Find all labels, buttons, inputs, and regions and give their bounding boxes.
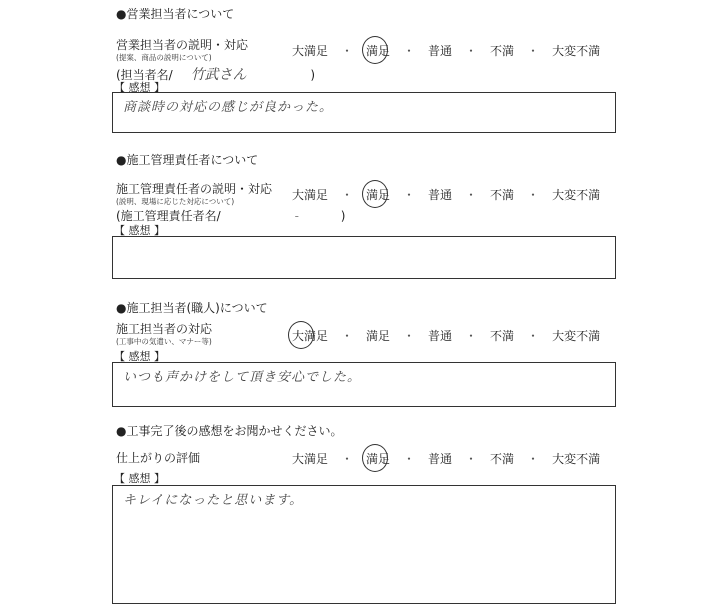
separator-dot: ・ [341, 188, 354, 202]
paren-close: ) [310, 68, 316, 82]
question-label: 仕上がりの評価 [116, 451, 201, 465]
separator-dot: ・ [465, 44, 478, 58]
rating-option[interactable]: 不満 [490, 452, 515, 466]
staff-name-value: 竹武さん [190, 67, 247, 83]
section-heading-construction-manager: ●施工管理責任者について [116, 153, 259, 167]
comment-label: 【 感想 】 [114, 224, 165, 237]
question-label: 営業担当者の説明・対応 [116, 38, 249, 52]
rating-group[interactable] [292, 327, 600, 344]
separator-dot: ・ [403, 188, 416, 202]
separator-dot: ・ [527, 329, 540, 343]
separator-dot: ・ [527, 44, 540, 58]
separator-dot: ・ [341, 452, 354, 466]
rating-option[interactable]: 大変不満 [552, 44, 601, 58]
comment-label: 【 感想 】 [114, 350, 165, 363]
comment-label: 【 感想 】 [114, 81, 165, 94]
section-heading-craftsman: ●施工担当者(職人)について [116, 301, 268, 315]
comment-text: いつも声かけをして頂き安心でした。 [123, 370, 362, 385]
rating-option[interactable]: 普通 [428, 452, 453, 466]
manager-name-value: - [294, 209, 299, 223]
rating-option[interactable]: 満足 [366, 329, 391, 343]
rating-group[interactable] [292, 42, 600, 59]
rating-option[interactable]: 大変不満 [552, 329, 601, 343]
separator-dot: ・ [465, 188, 478, 202]
rating-option[interactable]: 満足 [366, 452, 391, 466]
rating-option[interactable]: 満足 [366, 44, 391, 58]
rating-option[interactable]: 不満 [490, 188, 515, 202]
separator-dot: ・ [403, 44, 416, 58]
rating-option[interactable]: 大変不満 [552, 188, 601, 202]
comment-box[interactable] [112, 236, 616, 279]
separator-dot: ・ [465, 452, 478, 466]
separator-dot: ・ [527, 452, 540, 466]
section-heading-completion: ●工事完了後の感想をお聞かせください。 [116, 424, 343, 438]
rating-option[interactable]: 普通 [428, 329, 453, 343]
rating-option[interactable]: 満足 [366, 188, 391, 202]
staff-name-label: (担当者名/ [116, 68, 173, 82]
rating-option[interactable]: 普通 [428, 44, 453, 58]
rating-group[interactable] [292, 186, 600, 203]
separator-dot: ・ [403, 329, 416, 343]
section-heading-sales: ●営業担当者について [116, 7, 235, 21]
comment-box[interactable] [112, 485, 616, 604]
comment-label: 【 感想 】 [114, 472, 165, 485]
manager-name-label: (施工管理責任者名/ [116, 209, 221, 223]
question-sublabel: (工事中の気遣い、マナー等) [116, 337, 212, 346]
separator-dot: ・ [341, 329, 354, 343]
rating-option[interactable]: 大満足 [292, 452, 329, 466]
question-sublabel: (提案、商品の説明について) [116, 53, 212, 62]
rating-option[interactable]: 大満足 [292, 329, 329, 343]
comment-box[interactable] [112, 92, 616, 133]
rating-option[interactable]: 普通 [428, 188, 453, 202]
rating-option[interactable]: 大変不満 [552, 452, 601, 466]
rating-option[interactable]: 不満 [490, 44, 515, 58]
separator-dot: ・ [527, 188, 540, 202]
question-label: 施工担当者の対応 [116, 322, 213, 336]
rating-option[interactable]: 大満足 [292, 44, 329, 58]
rating-option[interactable]: 不満 [490, 329, 515, 343]
comment-text: キレイになったと思います。 [123, 493, 304, 508]
paren-close: ) [340, 209, 346, 223]
separator-dot: ・ [341, 44, 354, 58]
question-label: 施工管理責任者の説明・対応 [116, 182, 273, 196]
separator-dot: ・ [403, 452, 416, 466]
comment-box[interactable] [112, 362, 616, 407]
rating-option[interactable]: 大満足 [292, 188, 329, 202]
separator-dot: ・ [465, 329, 478, 343]
comment-text: 商談時の対応の感じが良かった。 [123, 100, 334, 115]
question-sublabel: (説明、現場に応じた対応について) [116, 197, 235, 206]
rating-group[interactable] [292, 450, 600, 467]
